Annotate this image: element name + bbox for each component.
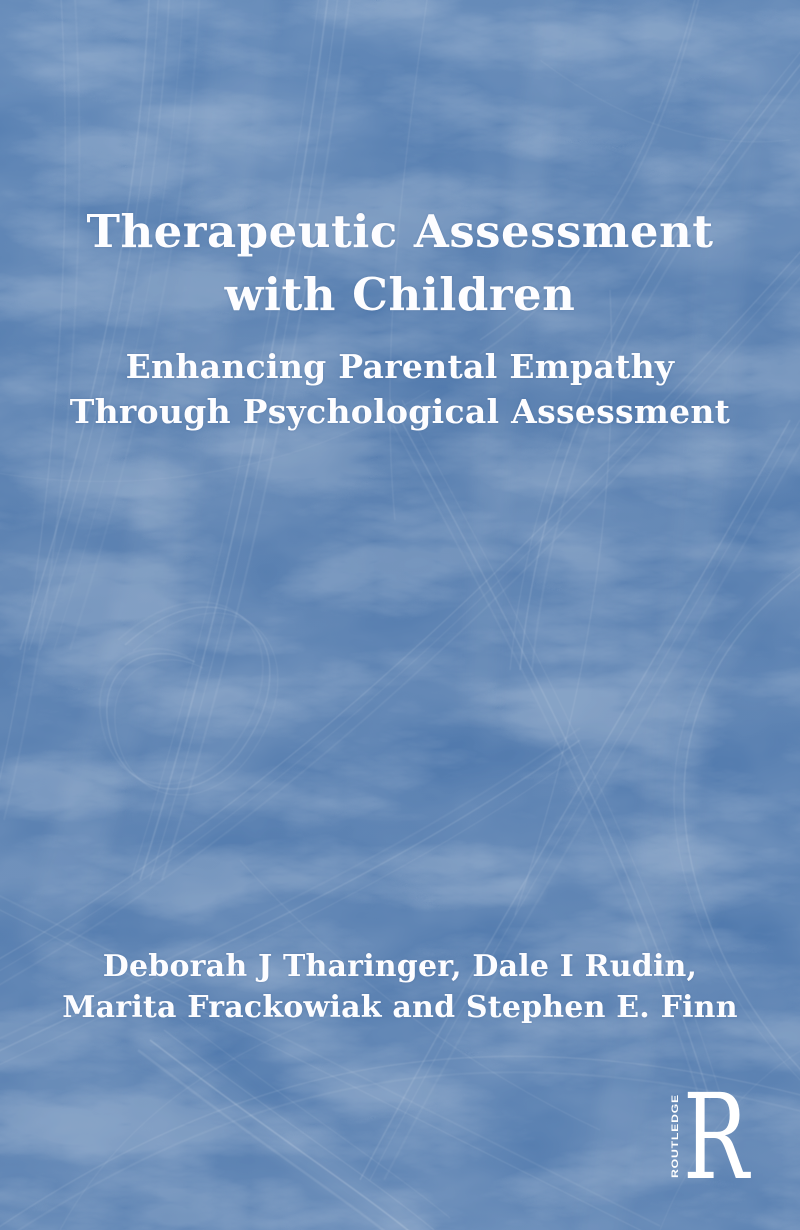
book-title-line-1: Therapeutic Assessment [86, 205, 714, 258]
book-authors-line-1: Deborah J Tharinger, Dale I Rudin, [102, 949, 698, 984]
book-title-line-2: with Children [224, 268, 576, 321]
book-title [0, 200, 800, 326]
book-authors [0, 946, 800, 1028]
routledge-logo-letter-r: R [683, 1070, 749, 1207]
routledge-logo [666, 1070, 749, 1207]
book-subtitle-line-1: Enhancing Parental Empathy [125, 347, 675, 386]
book-subtitle [0, 344, 800, 434]
routledge-logo-wordmark: ROUTLEDGE [670, 1116, 680, 1178]
book-authors-line-2: Marita Frackowiak and Stephen E. Finn [62, 990, 738, 1025]
book-subtitle-line-2: Through Psychological Assessment [69, 392, 731, 431]
